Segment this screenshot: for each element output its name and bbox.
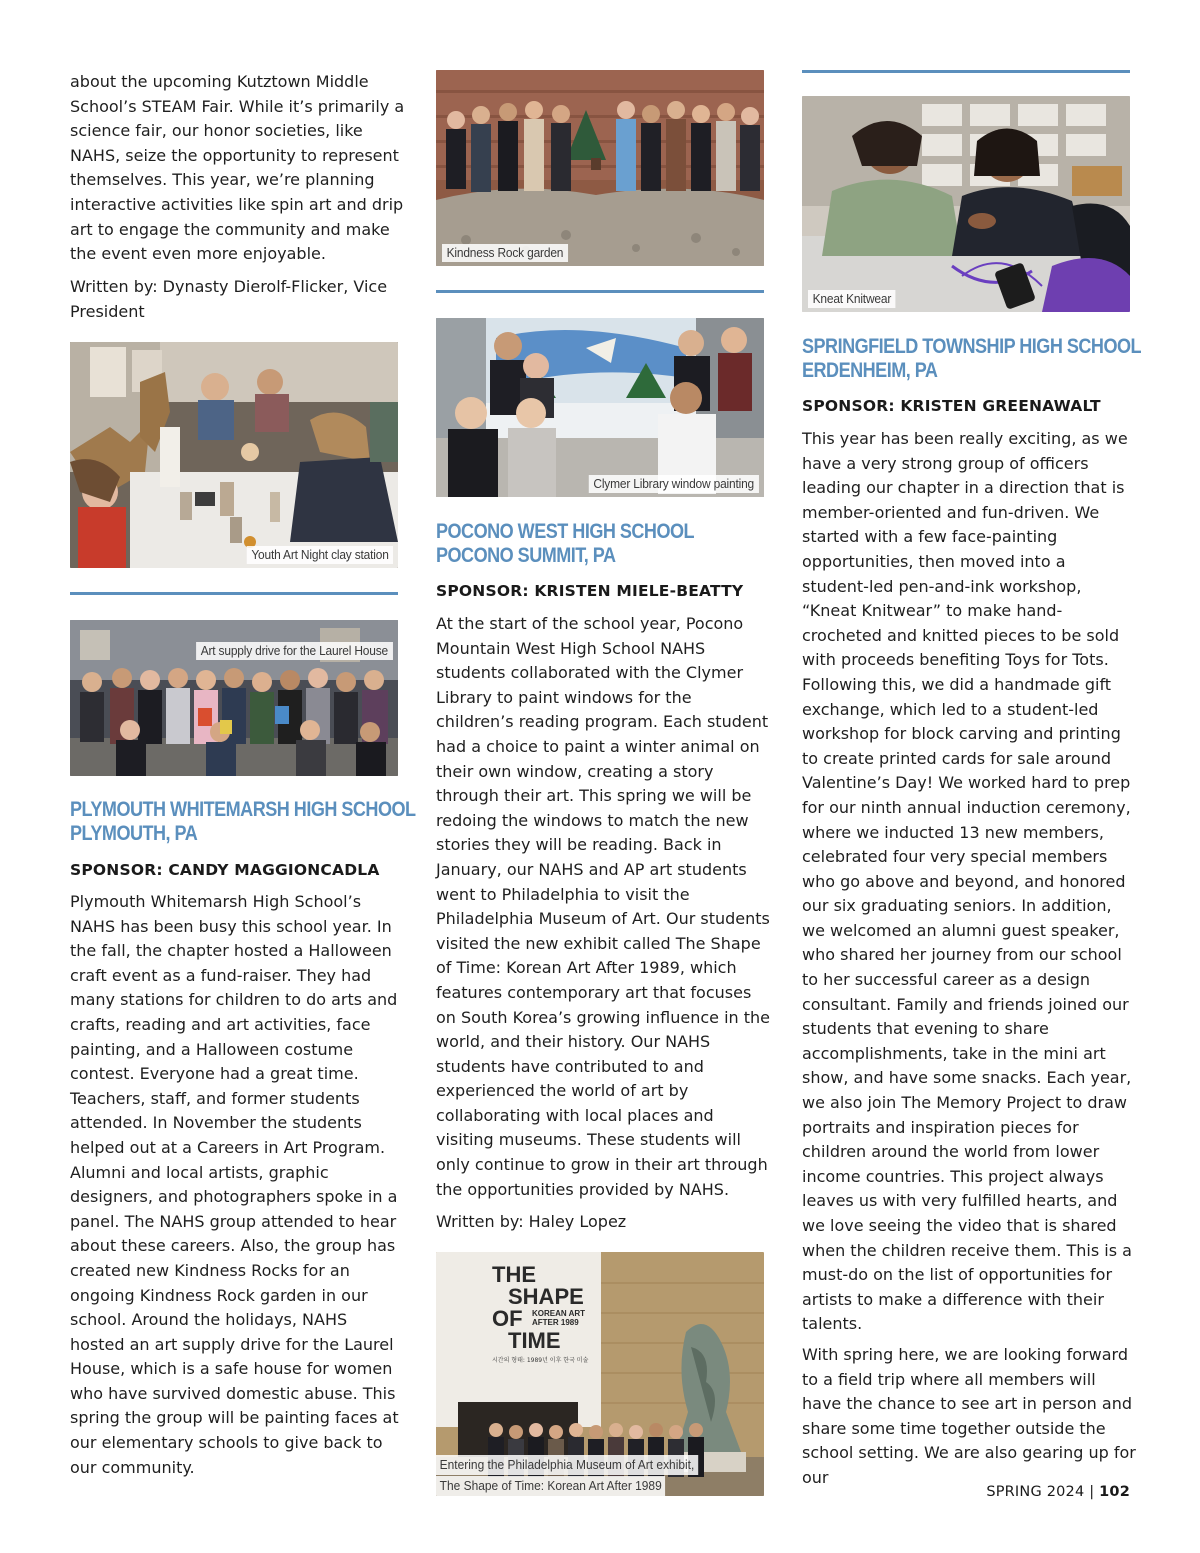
photo-caption: Kindness Rock garden xyxy=(442,244,568,262)
page-footer xyxy=(986,1484,1130,1500)
photo-caption: Kneat Knitwear xyxy=(808,290,896,308)
footer-separator: | xyxy=(1089,1484,1095,1500)
photo-caption: Youth Art Night clay station xyxy=(246,546,393,564)
pocono-body-text: At the start of the school year, Pocono Mountain West High School NAHS students collaborated with the Clymer Library to paint windows for the children’s reading program. Each student had a choice to paint a winter animal on their own window, creating a story through their art. This spring we will be redoing the windows to match the new stories they will be reading. Back in January, our NAHS and AP art students went to Philadelphia to visit the Philadelphia Museum of Art. Our students visited the new exhibit called The Shape of Time: Korean Art After 1989, which features contemporary art that focuses on South Korea’s growing influence in the world, and their history. Our NAHS students have contributed to and experienced the world of art by collaborating with local places and visiting museums. These students will only continue to grow in their art through the opportunities provided by NAHS. xyxy=(436,614,770,1199)
section-divider xyxy=(436,290,764,293)
plymouth-heading xyxy=(70,798,416,846)
heading-line: PLYMOUTH WHITEMARSH HIGH SCHOOL xyxy=(70,798,416,821)
springfield-body-text: This year has been really exciting, as we have a very strong group of officers leading our chapter in a direction that is member-oriented and fun-driven. We started with a few face-painting opportunities, then moved into a student-led pen-and-ink workshop, “Kneat Knitwear” to make hand-crocheted and knitted pieces to be sold with proceeds benefiting Toys for Tots. Following this, we did a handmade gift exchange, which led to a student-led workshop for block carving and printing to create printed cards for sale around Valentine’s Day! We worked hard to prep for our ninth annual induction ceremony, where we inducted 13 new members, celebrated four very special members who go above and beyond, and honored our six graduating seniors. In addition, we welcomed an alumni guest speaker, who shared her journey from our school to her successful career as a design consultant. Family and friends joined our students that evening to share accomplishments, take in the mini art show, and have some snacks. Each year, we also join The Memory Project to draw portraits and inspiration pieces for children around the world from lower income countries. This project always leaves us with very fulfilled hearts, and we love seeing the video that is shared when the children receive them. This is a must-do on the list of opportunities for artists to make a difference with their talents. xyxy=(802,429,1132,1334)
photo-clymer-library-window xyxy=(436,318,764,497)
heading-line: ERDENHEIM, PA xyxy=(802,359,938,382)
photo-kindness-rock-garden xyxy=(436,70,764,266)
photo-youth-art-night xyxy=(70,342,398,568)
springfield-body-text-continued: With spring here, we are looking forward to a field trip where all members will have the chance to see art in person and share some time together outside the school setting. We are also gearing up for our xyxy=(802,1345,1136,1487)
photo-philadelphia-museum xyxy=(436,1252,764,1496)
section-divider xyxy=(802,70,1130,73)
photo-caption: Clymer Library window painting xyxy=(589,475,759,493)
sign-text: THE xyxy=(492,1262,536,1287)
photo-caption-line: Entering the Philadelphia Museum of Art exhibit, xyxy=(436,1455,698,1475)
heading-line: POCONO WEST HIGH SCHOOL xyxy=(436,520,695,543)
heading-line: SPRINGFIELD TOWNSHIP HIGH SCHOOL xyxy=(802,335,1142,358)
issue-label: SPRING 2024 xyxy=(986,1484,1085,1500)
sign-text: OF xyxy=(492,1306,523,1331)
photo-kneat-knitwear xyxy=(802,96,1130,312)
section-divider xyxy=(70,592,398,595)
photo-caption-line: The Shape of Time: Korean Art After 1989 xyxy=(436,1476,665,1496)
plymouth-sponsor: SPONSOR: CANDY MAGGIONCADLA xyxy=(70,861,380,879)
springfield-heading xyxy=(802,335,1142,383)
heading-line: POCONO SUMMIT, PA xyxy=(436,544,616,567)
sign-text: TIME xyxy=(508,1328,561,1353)
photo-caption: Art supply drive for the Laurel House xyxy=(196,642,393,660)
sign-text: AFTER 1989 xyxy=(532,1318,579,1327)
pocono-heading xyxy=(436,520,728,568)
plymouth-body-text: Plymouth Whitemarsh High School’s NAHS has been busy this school year. In the fall, the chapter hosted a Halloween craft event as a fund-raiser. They had many stations for children to do arts and crafts, reading and art activities, face painting, and a Halloween costume contest. Everyone had a great time. Teachers, staff, and former students attended. In November the students helped out at a Careers in Art Program. Alumni and local artists, graphic designers, and photographers spoke in a panel. The NAHS group attended to hear about these careers. Also, the group has created new Kindness Rocks for an ongoing Kindness Rock garden in our school. Around the holidays, NAHS hosted an art supply drive for the Laurel House, which is a safe house for women who have survived domestic abuse. This spring the group will be painting faces at our elementary schools to give back to our community. xyxy=(70,892,399,1477)
photo-caption xyxy=(436,1454,736,1496)
heading-line: PLYMOUTH, PA xyxy=(70,822,198,845)
page-number: 102 xyxy=(1099,1484,1130,1500)
sign-text: 시간의 형태: 1989년 이후 한국 미술 xyxy=(492,1357,589,1364)
kutztown-intro-text: about the upcoming Kutztown Middle School’s STEAM Fair. While it’s primarily a science fair, our honor societies, like NAHS, seize the opportunity to represent themselves. This year, we’re planning interactive activities like spin art and drip art to engage the community and make the event even more enjoyable. xyxy=(70,72,405,264)
sign-text: SHAPE xyxy=(508,1284,584,1309)
pocono-byline: Written by: Haley Lopez xyxy=(436,1212,627,1231)
pocono-sponsor: SPONSOR: KRISTEN MIELE-BEATTY xyxy=(436,582,744,600)
springfield-sponsor: SPONSOR: KRISTEN GREENAWALT xyxy=(802,397,1101,415)
photo-art-supply-drive xyxy=(70,620,398,776)
sign-text: KOREAN ART xyxy=(532,1309,586,1318)
kutztown-byline: Written by: Dynasty Dierolf-Flicker, Vice President xyxy=(70,277,388,321)
